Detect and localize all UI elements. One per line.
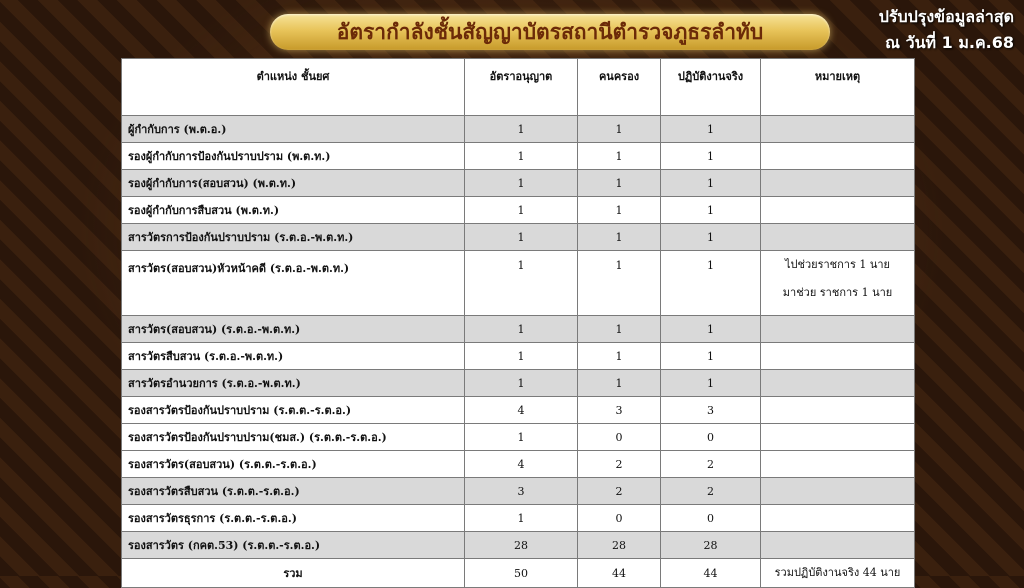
table-row: [122, 116, 915, 143]
position-cell: สารวัตร(สอบสวน) (ร.ต.อ.-พ.ต.ท.): [122, 316, 465, 343]
table-row: [122, 343, 915, 370]
allowed-cell: 4: [465, 451, 578, 478]
position-cell: สารวัตรสืบสวน (ร.ต.อ.-พ.ต.ท.): [122, 343, 465, 370]
header-note: หมายเหตุ: [761, 59, 915, 116]
table-row: [122, 224, 915, 251]
actual-cell: 1: [661, 316, 761, 343]
update-date: ณ วันที่ 1 ม.ค.68: [885, 33, 1014, 52]
allowed-cell: 1: [465, 116, 578, 143]
note-cell: [761, 116, 915, 143]
position-cell: สารวัตรอำนวยการ (ร.ต.อ.-พ.ต.ท.): [122, 370, 465, 397]
allowed-cell: 1: [465, 143, 578, 170]
table-header-row: [122, 59, 915, 116]
allowed-cell: 1: [465, 316, 578, 343]
actual-cell: 1: [661, 370, 761, 397]
allowed-cell: 4: [465, 397, 578, 424]
actual-cell: 1: [661, 170, 761, 197]
total-allowed: 50: [465, 559, 578, 588]
note-cell: [761, 224, 915, 251]
note-cell: [761, 397, 915, 424]
position-cell: รองผู้กำกับการ(สอบสวน) (พ.ต.ท.): [122, 170, 465, 197]
total-actual: 44: [661, 559, 761, 588]
held-cell: 1: [578, 116, 661, 143]
allowed-cell: 1: [465, 370, 578, 397]
actual-cell: 1: [661, 251, 761, 316]
position-cell: รองสารวัตร(สอบสวน) (ร.ต.ต.-ร.ต.อ.): [122, 451, 465, 478]
note-cell: [761, 170, 915, 197]
allowed-cell: 1: [465, 197, 578, 224]
position-cell: รองผู้กำกับการสืบสวน (พ.ต.ท.): [122, 197, 465, 224]
note-cell: [761, 143, 915, 170]
held-cell: 1: [578, 224, 661, 251]
held-cell: 1: [578, 170, 661, 197]
note-cell: [761, 505, 915, 532]
actual-cell: 1: [661, 343, 761, 370]
position-cell: สารวัตร(สอบสวน)หัวหน้าคดี (ร.ต.อ.-พ.ต.ท.): [122, 251, 465, 316]
table-row: [122, 424, 915, 451]
note-cell: [761, 478, 915, 505]
note-cell: [761, 343, 915, 370]
position-cell: รองสารวัตรป้องกันปราบปราม (ร.ต.ต.-ร.ต.อ.): [122, 397, 465, 424]
held-cell: 1: [578, 316, 661, 343]
table-row: [122, 397, 915, 424]
held-cell: 2: [578, 451, 661, 478]
held-cell: 1: [578, 251, 661, 316]
held-cell: 1: [578, 370, 661, 397]
position-cell: รองผู้กำกับการป้องกันปราบปราม (พ.ต.ท.): [122, 143, 465, 170]
note-cell: [761, 251, 915, 316]
held-cell: 0: [578, 505, 661, 532]
actual-cell: 0: [661, 505, 761, 532]
held-cell: 1: [578, 143, 661, 170]
actual-cell: 0: [661, 424, 761, 451]
allowed-cell: 3: [465, 478, 578, 505]
held-cell: 1: [578, 343, 661, 370]
allowed-cell: 1: [465, 224, 578, 251]
note-cell: [761, 451, 915, 478]
header-held: คนครอง: [578, 59, 661, 116]
total-label: รวม: [122, 559, 465, 588]
allowed-cell: 1: [465, 251, 578, 316]
held-cell: 1: [578, 197, 661, 224]
allowed-cell: 1: [465, 424, 578, 451]
note-cell: [761, 532, 915, 559]
header-position: ตำแหน่ง ชั้นยศ: [122, 59, 465, 116]
actual-cell: 28: [661, 532, 761, 559]
actual-cell: 1: [661, 143, 761, 170]
title-banner: [270, 14, 830, 50]
note-cell: [761, 316, 915, 343]
staffing-table: [121, 58, 915, 588]
held-cell: 28: [578, 532, 661, 559]
table-row: [122, 451, 915, 478]
position-cell: รองสารวัตรป้องกันปราบปราม(ชมส.) (ร.ต.ต.-ร.ต.อ.): [122, 424, 465, 451]
table-row: [122, 170, 915, 197]
header-actual: ปฏิบัติงานจริง: [661, 59, 761, 116]
actual-cell: 3: [661, 397, 761, 424]
allowed-cell: 1: [465, 170, 578, 197]
table-row: [122, 143, 915, 170]
total-note: รวมปฏิบัติงานจริง 44 นาย: [761, 559, 915, 588]
actual-cell: 2: [661, 451, 761, 478]
position-cell: รองสารวัตรธุรการ (ร.ต.ต.-ร.ต.อ.): [122, 505, 465, 532]
update-label: ปรับปรุงข้อมูลล่าสุด: [878, 7, 1014, 26]
allowed-cell: 1: [465, 343, 578, 370]
note-text-2: มาช่วย ราชการ 1 นาย: [782, 286, 893, 299]
update-info: [879, 4, 1014, 56]
note-cell: [761, 370, 915, 397]
actual-cell: 1: [661, 116, 761, 143]
table-row: [122, 505, 915, 532]
note-cell: [761, 197, 915, 224]
table-row: [122, 316, 915, 343]
allowed-cell: 1: [465, 505, 578, 532]
table-row: [122, 478, 915, 505]
position-cell: รองสารวัตร (กคต.53) (ร.ต.ต.-ร.ต.อ.): [122, 532, 465, 559]
header-allowed: อัตราอนุญาต: [465, 59, 578, 116]
total-held: 44: [578, 559, 661, 588]
total-row: [122, 559, 915, 588]
held-cell: 0: [578, 424, 661, 451]
table-row: [122, 197, 915, 224]
note-text: ไปช่วยราชการ 1 นาย: [784, 258, 891, 271]
held-cell: 2: [578, 478, 661, 505]
page-title: อัตรากำลังชั้นสัญญาบัตรสถานีตำรวจภูธรลำทับ: [336, 18, 764, 44]
table-row: [122, 532, 915, 559]
position-cell: สารวัตรการป้องกันปราบปราม (ร.ต.อ.-พ.ต.ท.): [122, 224, 465, 251]
held-cell: 3: [578, 397, 661, 424]
note-cell: [761, 424, 915, 451]
table-row: [122, 251, 915, 316]
position-cell: รองสารวัตรสืบสวน (ร.ต.ต.-ร.ต.อ.): [122, 478, 465, 505]
actual-cell: 1: [661, 224, 761, 251]
allowed-cell: 28: [465, 532, 578, 559]
actual-cell: 2: [661, 478, 761, 505]
position-cell: ผู้กำกับการ (พ.ต.อ.): [122, 116, 465, 143]
actual-cell: 1: [661, 197, 761, 224]
table-row: [122, 370, 915, 397]
